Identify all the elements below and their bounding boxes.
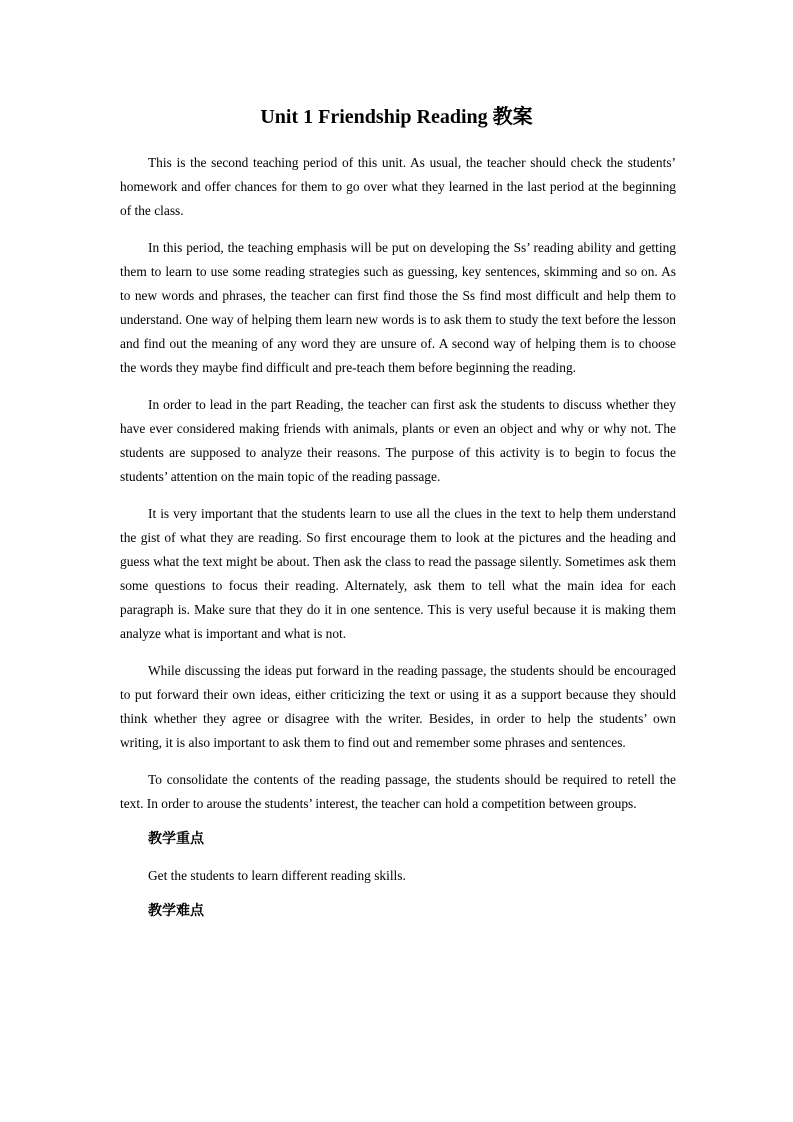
paragraph-lead-in: In order to lead in the part Reading, the teacher can first ask the students to discuss whether they have ever considered making friends with animals, plants or even an object and why or why not. The students are supposed to analyze their reasons. The purpose of this activity is to begin to focus the students’ attention on the main topic of the reading passage.	[120, 397, 676, 484]
key-points-heading: 教学重点	[148, 831, 204, 847]
paragraph-clues: It is very important that the students learn to use all the clues in the text to help them understand the gist of what they are reading. So first encourage them to look at the pictures and the heading and guess what the text might be about. Then ask the class to read the passage silently. Sometimes ask them some questions to focus their reading. Alternately, ask them to tell what the main idea for each paragraph is. Make sure that they do it in one sentence. This is very useful because it is making them analyze what is important and what is not.	[120, 506, 676, 641]
paragraph-teaching-emphasis: In this period, the teaching emphasis will be put on developing the Ss’ reading ability and getting them to learn to use some reading strategies such as guessing, key sentences, skimming and so on. As to new words and phrases, the teacher can first find those the Ss find most difficult and help them to understand. One way of helping them learn new words is to ask them to study the text before the lesson and find out the meaning of any word they are unsure of. A second way of helping them is to choose the words they maybe find difficult and pre-teach them before beginning the reading.	[120, 240, 676, 375]
document-body	[120, 151, 676, 936]
paragraph-intro: This is the second teaching period of this unit. As usual, the teacher should check the students’ homework and offer chances for them to go over what they learned in the last period at the beginning of the class.	[120, 155, 676, 218]
key-points-text: Get the students to learn different reading skills.	[148, 868, 406, 883]
paragraph-discussion: While discussing the ideas put forward in the reading passage, the students should be encouraged to put forward their own ideas, either criticizing the text or using it as a support because they should think whether they agree or disagree with the writer. Besides, in order to help the students’ own writing, it is also important to ask them to find out and remember some phrases and sentences.	[120, 663, 676, 750]
difficulties-heading: 教学难点	[148, 903, 204, 919]
document-title: Unit 1 Friendship Reading 教案	[260, 106, 533, 128]
paragraph-consolidate: To consolidate the contents of the reading passage, the students should be required to retell the text. In order to arouse the students’ interest, the teacher can hold a competition between groups.	[120, 772, 676, 811]
